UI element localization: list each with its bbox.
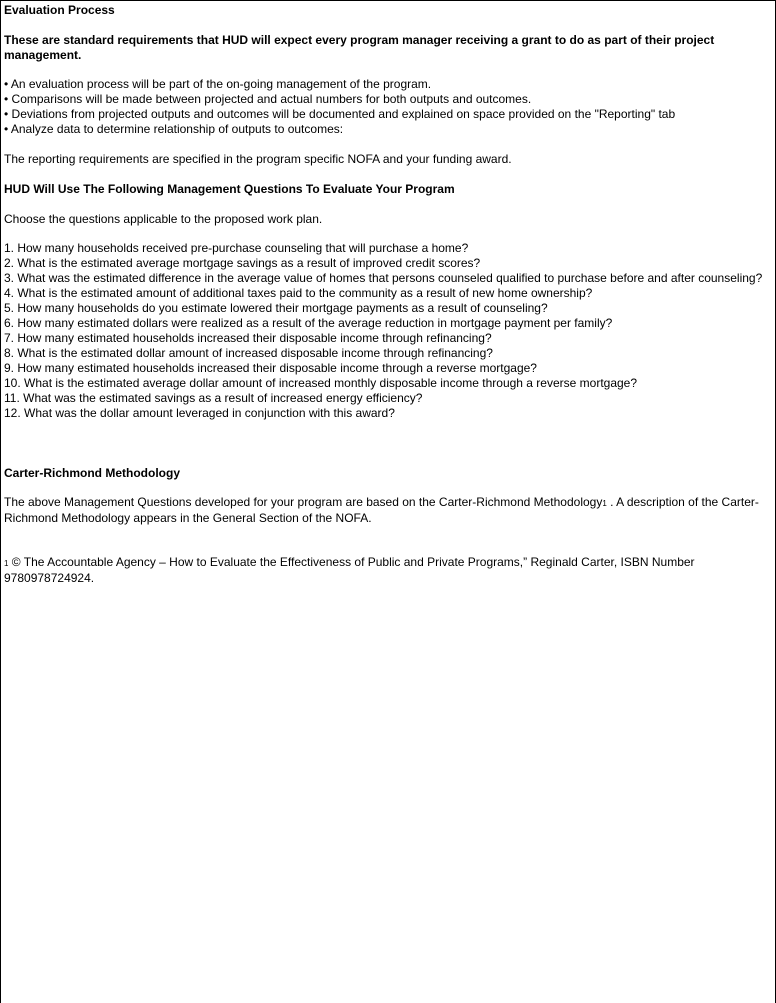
footnote — [4, 555, 774, 586]
footnote-text: © The Accountable Agency – How to Evaluate the Effectiveness of Public and Private Programs,” Reginald Carter, ISBN Number 9780978724924. — [4, 555, 695, 585]
bullet-item — [4, 77, 774, 92]
intro-text: These are standard requirements that HUD will expect every program manager receiving a grant to do as part of their project management. — [4, 33, 715, 62]
question-item: 3. What was the estimated difference in the average value of homes that persons counseled qualified to purchase before and after counseling? — [4, 271, 763, 285]
bullet-list — [4, 77, 774, 137]
question-item: 8. What is the estimated dollar amount of increased disposable income through refinancing? — [4, 346, 493, 360]
question-item: 12. What was the dollar amount leveraged in conjunction with this award? — [4, 406, 395, 420]
question-item: 4. What is the estimated amount of additional taxes paid to the community as a result of new home ownership? — [4, 286, 593, 300]
question-item: 5. How many households do you estimate lowered their mortgage payments as a result of counseling? — [4, 301, 548, 315]
bullet-text: Analyze data to determine relationship of outputs to outcomes: — [10, 122, 344, 136]
question-item: 11. What was the estimated savings as a result of increased energy efficiency? — [4, 391, 423, 405]
bullet-item — [4, 107, 774, 122]
questions-instruction: Choose the questions applicable to the proposed work plan. — [4, 212, 323, 226]
questions-list — [4, 241, 774, 421]
bullet-text: Comparisons will be made between projected and actual numbers for both outputs and outcomes. — [11, 92, 532, 106]
bullet-icon: • — [4, 107, 9, 121]
page-title: Evaluation Process — [4, 3, 115, 17]
bullet-item — [4, 122, 774, 137]
question-item: 10. What is the estimated average dollar amount of increased monthly disposable income through a reverse mortgage? — [4, 376, 638, 390]
reporting-note: The reporting requirements are specified in the program specific NOFA and your funding award. — [4, 152, 512, 166]
question-item: 1. How many households received pre-purchase counseling that will purchase a home? — [4, 241, 469, 255]
question-item: 9. How many estimated households increased their disposable income through a reverse mortgage? — [4, 361, 537, 375]
methodology-text-rest: . A description of the Carter-Richmond Methodology appears in the General Section of the NOFA. — [4, 495, 759, 525]
methodology-heading: Carter-Richmond Methodology — [4, 466, 180, 480]
bullet-icon: • — [4, 77, 9, 91]
questions-heading: HUD Will Use The Following Management Questions To Evaluate Your Program — [4, 182, 455, 196]
footnote-mark: 1 — [4, 559, 9, 568]
question-item: 6. How many estimated dollars were realized as a result of the average reduction in mortgage payment per family? — [4, 316, 613, 330]
question-item: 7. How many estimated households increased their disposable income through refinancing? — [4, 331, 492, 345]
methodology-text — [4, 495, 774, 526]
footnote-reference: 1 — [602, 499, 607, 508]
bullet-text: Deviations from projected outputs and outcomes will be documented and explained on space provided on the "Reporting" tab — [11, 107, 676, 121]
methodology-text-main: The above Management Questions developed for your program are based on the Carter-Richmond Methodology — [4, 495, 603, 509]
bullet-icon: • — [4, 122, 9, 136]
bullet-text: An evaluation process will be part of the on-going management of the program. — [10, 77, 432, 91]
bullet-icon: • — [4, 92, 9, 106]
question-item: 2. What is the estimated average mortgage savings as a result of improved credit scores? — [4, 256, 481, 270]
bullet-item — [4, 92, 774, 107]
